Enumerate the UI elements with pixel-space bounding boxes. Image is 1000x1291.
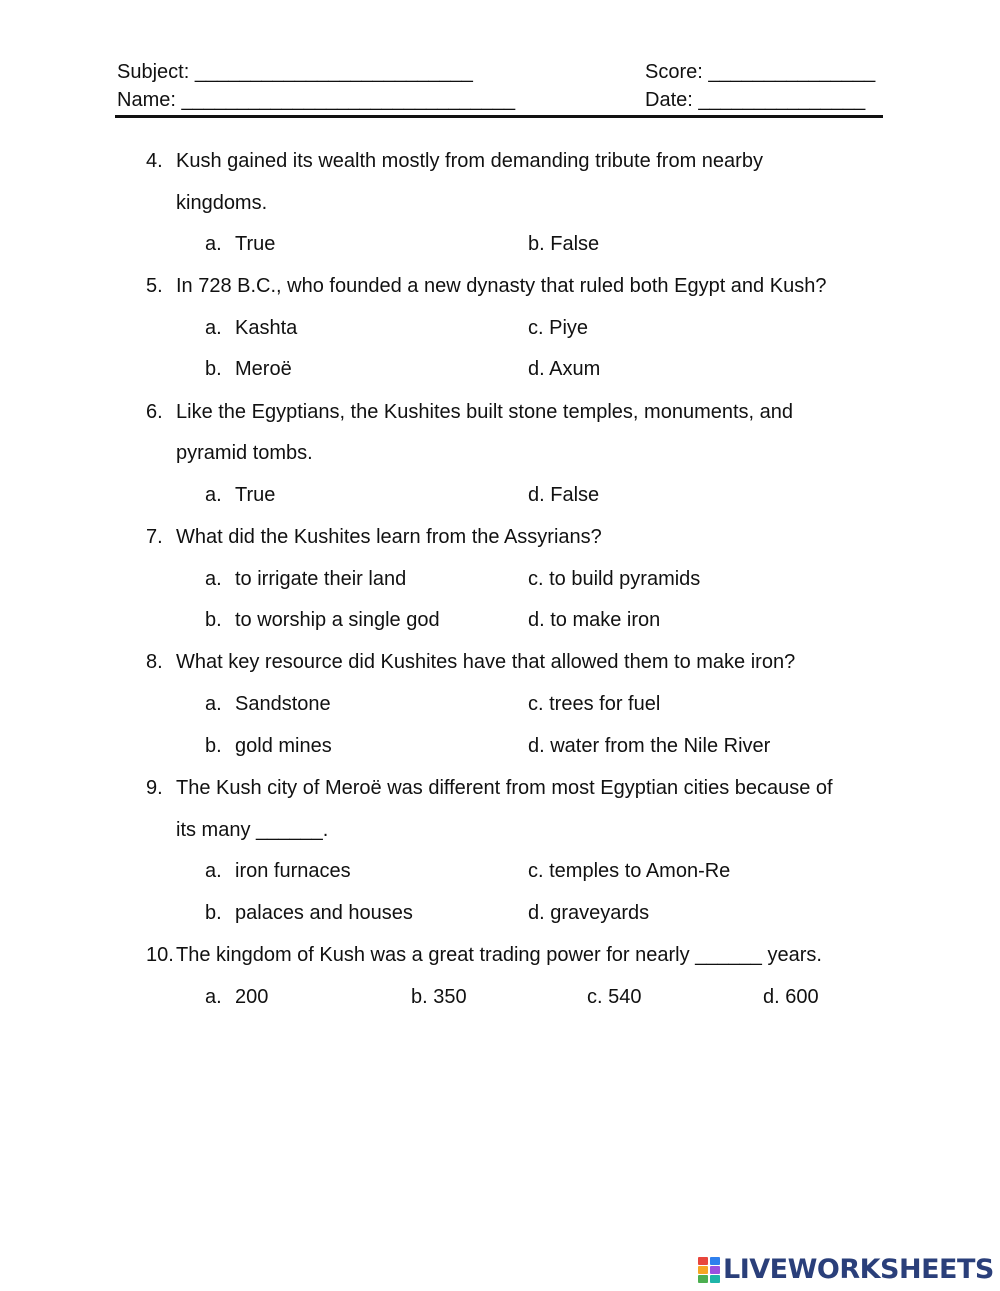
option-text: d. Axum bbox=[528, 358, 601, 380]
question-number: 6. bbox=[146, 401, 163, 423]
option-text: c. temples to Amon-Re bbox=[528, 860, 731, 882]
option-text: d. 600 bbox=[763, 986, 819, 1008]
subject-field-label: Subject: _________________________ bbox=[117, 61, 473, 83]
option-text: d. graveyards bbox=[528, 902, 650, 924]
header-divider bbox=[115, 115, 883, 118]
option-letter: a. bbox=[205, 484, 222, 506]
option-text: b. False bbox=[528, 233, 600, 255]
score-field-label: Score: _______________ bbox=[645, 61, 876, 83]
option-letter: b. bbox=[205, 609, 222, 631]
option-letter: a. bbox=[205, 568, 222, 590]
question-text: The kingdom of Kush was a great trading power for nearly ______ years. bbox=[176, 944, 822, 966]
question-number: 10. bbox=[146, 944, 174, 966]
option-text: Meroë bbox=[235, 358, 292, 380]
option-text: to irrigate their land bbox=[235, 568, 407, 590]
option-text: to worship a single god bbox=[235, 609, 440, 631]
option-text: c. trees for fuel bbox=[528, 693, 661, 715]
question-text: What did the Kushites learn from the Assyrians? bbox=[176, 526, 602, 548]
option-letter: b. bbox=[205, 358, 222, 380]
question-number: 8. bbox=[146, 651, 163, 673]
liveworksheets-logo bbox=[698, 1255, 994, 1285]
option-text: iron furnaces bbox=[235, 860, 351, 882]
option-letter: b. bbox=[205, 735, 222, 757]
option-text: True bbox=[235, 233, 276, 255]
option-text: Kashta bbox=[235, 317, 298, 339]
option-letter: a. bbox=[205, 693, 222, 715]
liveworksheets-logo-icon bbox=[710, 1257, 720, 1283]
option-text: b. 350 bbox=[411, 986, 467, 1008]
option-text: Sandstone bbox=[235, 693, 331, 715]
question-text: kingdoms. bbox=[176, 192, 268, 214]
date-field-label: Date: _______________ bbox=[645, 89, 866, 111]
question-text: What key resource did Kushites have that allowed them to make iron? bbox=[176, 651, 796, 673]
question-text: The Kush city of Meroë was different from most Egyptian cities because of bbox=[176, 777, 833, 799]
question-text: its many ______. bbox=[176, 819, 329, 841]
option-letter: a. bbox=[205, 860, 222, 882]
question-number: 5. bbox=[146, 275, 163, 297]
option-letter: a. bbox=[205, 986, 222, 1008]
question-number: 9. bbox=[146, 777, 163, 799]
option-text: d. to make iron bbox=[528, 609, 661, 631]
option-text: d. water from the Nile River bbox=[528, 735, 771, 757]
option-letter: a. bbox=[205, 233, 222, 255]
option-text: d. False bbox=[528, 484, 600, 506]
option-text: palaces and houses bbox=[235, 902, 413, 924]
option-text: c. Piye bbox=[528, 317, 589, 339]
question-number: 7. bbox=[146, 526, 163, 548]
option-text: gold mines bbox=[235, 735, 332, 757]
question-text: Like the Egyptians, the Kushites built stone temples, monuments, and bbox=[176, 401, 794, 423]
liveworksheets-logo-text: LIVEWORKSHEETS bbox=[723, 1254, 994, 1285]
option-text: 200 bbox=[235, 986, 269, 1008]
question-number: 4. bbox=[146, 150, 163, 172]
option-letter: a. bbox=[205, 317, 222, 339]
question-text: Kush gained its wealth mostly from demanding tribute from nearby bbox=[176, 150, 763, 172]
name-field-label: Name: ______________________________ bbox=[117, 89, 516, 111]
option-text: c. 540 bbox=[587, 986, 642, 1008]
question-text: In 728 B.C., who founded a new dynasty that ruled both Egypt and Kush? bbox=[176, 275, 827, 297]
question-text: pyramid tombs. bbox=[176, 442, 313, 464]
option-letter: b. bbox=[205, 902, 222, 924]
option-text: True bbox=[235, 484, 276, 506]
liveworksheets-logo-icon bbox=[698, 1257, 708, 1283]
option-text: c. to build pyramids bbox=[528, 568, 701, 590]
